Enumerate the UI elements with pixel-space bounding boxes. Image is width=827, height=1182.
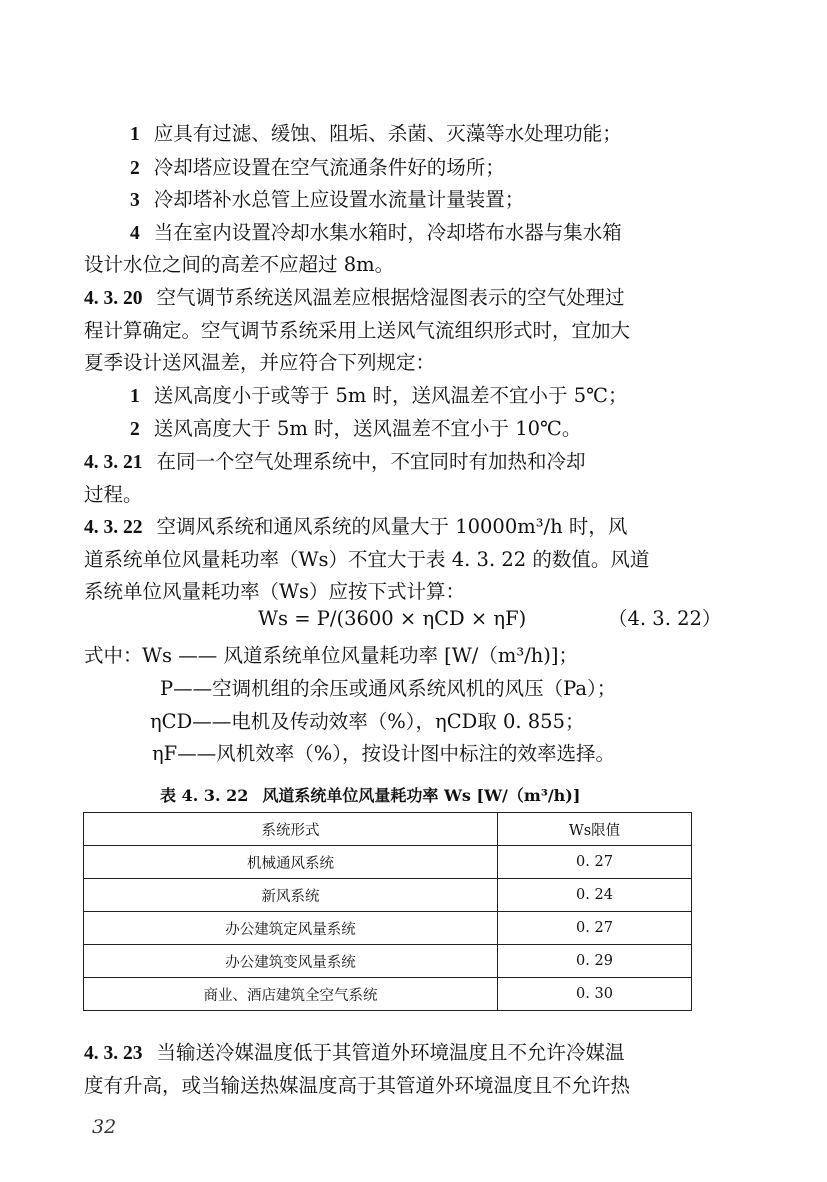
table-cell: 0. 30 bbox=[498, 978, 692, 1011]
table-cell: 0. 27 bbox=[498, 912, 692, 945]
table-row bbox=[84, 912, 692, 945]
paragraph-line: 过程。 bbox=[84, 483, 143, 506]
paragraph-line: 设计水位之间的高差不应超过 8m。 bbox=[84, 253, 395, 276]
definition-p: P——空调机组的余压或通风系统风机的风压（Pa）； bbox=[160, 677, 617, 700]
definition-ws: Ws —— 风道系统单位风量耗功率 [W/（m³/h)]； bbox=[142, 644, 579, 667]
paragraph-line: 系统单位风量耗功率（Ws）应按下式计算： bbox=[84, 580, 466, 603]
table-row bbox=[84, 945, 692, 978]
definition-eta-cd: ηCD——电机及传动效率（%），ηCD取 0. 855； bbox=[150, 710, 585, 733]
page-number: 32 bbox=[92, 1116, 117, 1138]
table-header: Ws限值 bbox=[498, 813, 692, 846]
list-item: 4 当在室内设置冷却水集水箱时，冷却塔布水器与集水箱 bbox=[130, 221, 622, 244]
table-cell: 0. 27 bbox=[498, 846, 692, 879]
table-row bbox=[84, 978, 692, 1011]
section-4-3-20: 4. 3. 20 空气调节系统送风温差应根据焓湿图表示的空气处理过 bbox=[84, 286, 625, 309]
table-cell: 办公建筑定风量系统 bbox=[84, 912, 498, 945]
table-cell: 办公建筑变风量系统 bbox=[84, 945, 498, 978]
formula-number: （4. 3. 22） bbox=[608, 607, 722, 630]
table-cell: 机械通风系统 bbox=[84, 846, 498, 879]
paragraph-line: 度有升高，或当输送热媒温度高于其管道外环境温度且不允许热 bbox=[84, 1074, 631, 1097]
table-cell: 0. 29 bbox=[498, 945, 692, 978]
table-row bbox=[84, 846, 692, 879]
paragraph-line: 程计算确定。空气调节系统采用上送风气流组织形式时，宜加大 bbox=[84, 319, 631, 342]
list-item: 1 送风高度小于或等于 5m 时，送风温差不宜小于 5℃； bbox=[130, 384, 628, 407]
section-4-3-23: 4. 3. 23 当输送冷媒温度低于其管道外环境温度且不允许冷媒温 bbox=[84, 1041, 625, 1064]
table-row bbox=[84, 879, 692, 912]
table-cell: 商业、酒店建筑全空气系统 bbox=[84, 978, 498, 1011]
paragraph-line: 夏季设计送风温差，并应符合下列规定： bbox=[84, 351, 436, 374]
table-cell: 0. 24 bbox=[498, 879, 692, 912]
paragraph-line: 道系统单位风量耗功率（Ws）不宜大于表 4. 3. 22 的数值。风道 bbox=[84, 548, 650, 571]
list-item: 3 冷却塔补水总管上应设置水流量计量装置； bbox=[130, 188, 525, 211]
formula: Ws = P/(3600 × ηCD × ηF) bbox=[258, 607, 527, 630]
table-header: 系统形式 bbox=[84, 813, 498, 846]
list-item: 1 应具有过滤、缓蚀、阻垢、杀菌、灭藻等水处理功能； bbox=[130, 122, 622, 145]
list-item: 2 送风高度大于 5m 时，送风温差不宜小于 10℃。 bbox=[130, 417, 582, 440]
power-table bbox=[83, 812, 692, 1011]
table-cell: 新风系统 bbox=[84, 879, 498, 912]
table-caption: 表 4. 3. 22 风道系统单位风量耗功率 Ws [W/（m³/h)] bbox=[160, 786, 581, 805]
section-4-3-21: 4. 3. 21 在同一个空气处理系统中，不宜同时有加热和冷却 bbox=[84, 450, 586, 473]
definition-intro: 式中： bbox=[84, 644, 143, 667]
table-header-row bbox=[84, 813, 692, 846]
section-4-3-22: 4. 3. 22 空调风系统和通风系统的风量大于 10000m³/h 时，风 bbox=[84, 515, 628, 538]
list-item: 2 冷却塔应设置在空气流通条件好的场所； bbox=[130, 156, 505, 179]
definition-eta-f: ηF——风机效率（%），按设计图中标注的效率选择。 bbox=[152, 742, 615, 765]
